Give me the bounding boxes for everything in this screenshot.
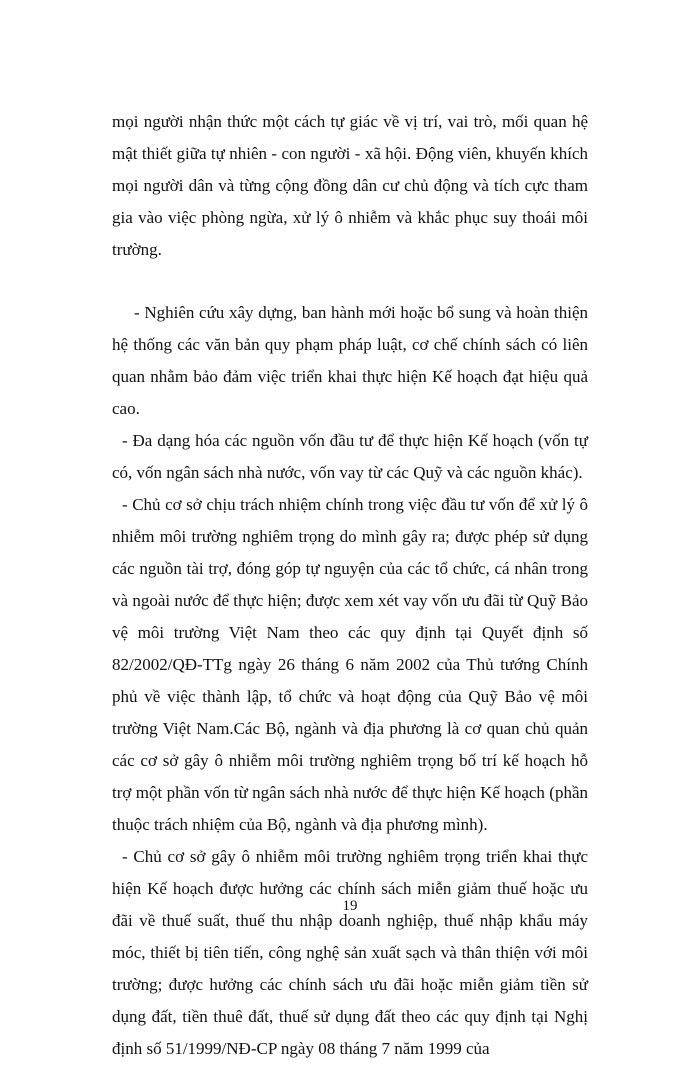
paragraph-funding-sources: - Đa dạng hóa các nguồn vốn đầu tư để thực hiện Kế hoạch (vốn tự có, vốn ngân sách nhà nước, vốn vay từ các Quỹ và các nguồn khác). — [112, 431, 588, 482]
paragraph-owner-responsibility: - Chủ cơ sở chịu trách nhiệm chính trong việc đầu tư vốn để xử lý ô nhiễm môi trường nghiêm trọng do mình gây ra; được phép sử dụng các nguồn tài trợ, đóng góp tự nguyện của các tổ chức, cá nhân trong và ngoài nước để thực hiện; được xem xét vay vốn ưu đãi từ Quỹ Bảo vệ môi trường Việt Nam theo các quy định tại Quyết định số 82/2002/QĐ-TTg ngày 26 tháng 6 năm 2002 của Thủ tướng Chính phủ về việc thành lập, tổ chức và hoạt động của Quỹ Bảo vệ môi trường Việt Nam.Các Bộ, ngành và địa phương là cơ quan chủ quản các cơ sở gây ô nhiễm môi trường nghiêm trọng bố trí kế hoạch hỗ trợ một phần vốn từ ngân sách nhà nước để thực hiện Kế hoạch (phần thuộc trách nhiệm của Bộ, ngành và địa phương mình). — [112, 495, 588, 834]
paragraph-tax-incentives: - Chủ cơ sở gây ô nhiễm môi trường nghiêm trọng triển khai thực hiện Kế hoạch được hưởng các chính sách miễn giảm thuế hoặc ưu đãi về thuế suất, thuế thu nhập doanh nghiệp, thuế nhập khẩu máy móc, thiết bị tiên tiến, công nghệ sản xuất sạch và thân thiện với môi trường; được hưởng các chính sách ưu đãi hoặc miễn giảm tiền sử dụng đất, tiền thuê đất, thuế sử dụng đất theo các quy định tại Nghị định số 51/1999/NĐ-CP ngày 08 tháng 7 năm 1999 của — [112, 847, 588, 1058]
paragraph-awareness: mọi người nhận thức một cách tự giác về vị trí, vai trò, mối quan hệ mật thiết giữa tự nhiên - con người - xã hội. Động viên, khuyến khích mọi người dân và từng cộng đồng dân cư chủ động và tích cực tham gia vào việc phòng ngừa, xử lý ô nhiễm và khắc phục suy thoái môi trường. — [112, 112, 588, 259]
paragraph-legal-framework: - Nghiên cứu xây dựng, ban hành mới hoặc bổ sung và hoàn thiện hệ thống các văn bản quy phạm pháp luật, cơ chế chính sách có liên quan nhằm bảo đảm việc triển khai thực hiện Kế hoạch đạt hiệu quả cao. — [112, 303, 588, 418]
body-text — [112, 106, 588, 1065]
page-number: 19 — [342, 898, 358, 914]
